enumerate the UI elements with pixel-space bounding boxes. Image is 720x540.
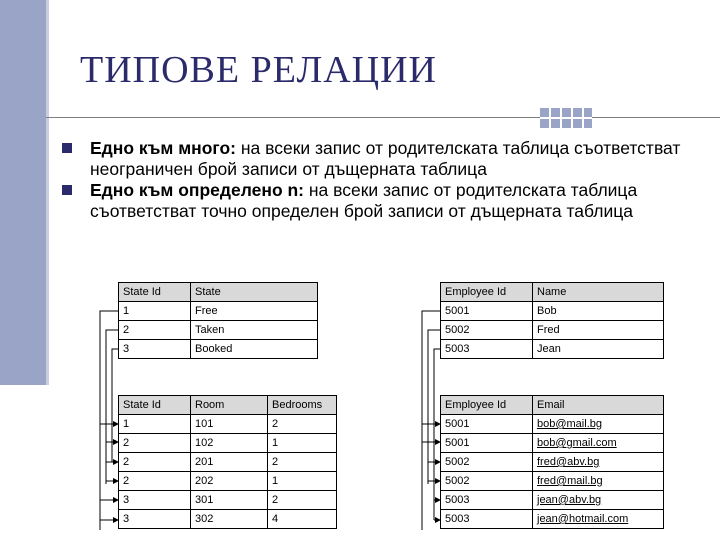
table-cell: 5001: [441, 434, 533, 453]
connector-state-1: [100, 311, 118, 530]
table-cell: 102: [191, 434, 268, 453]
table-cell: 5002: [441, 472, 533, 491]
column-header: Name: [533, 283, 664, 302]
table-cell: Booked: [191, 340, 318, 359]
bullet-term: Едно към определено n:: [90, 180, 305, 200]
table-cell: 2: [119, 434, 191, 453]
table-cell: 2: [119, 472, 191, 491]
table-cell: 1: [119, 415, 191, 434]
table-cell: 5002: [441, 453, 533, 472]
table-cell: 2: [268, 415, 337, 434]
table-cell: Taken: [191, 321, 318, 340]
table-cell: 4: [268, 510, 337, 529]
column-header: State Id: [119, 396, 191, 415]
table-cell: 5001: [441, 302, 533, 321]
email-link[interactable]: jean@hotmail.com: [533, 510, 664, 529]
connector-employee-1: [422, 311, 440, 530]
table-cell: Bob: [533, 302, 664, 321]
table-cell: 5003: [441, 510, 533, 529]
table-cell: 202: [191, 472, 268, 491]
connector-state-3: [112, 349, 118, 462]
table-cell: 5003: [441, 491, 533, 510]
table-cell: 302: [191, 510, 268, 529]
table-cell: 2: [119, 453, 191, 472]
email-link[interactable]: fred@abv.bg: [533, 453, 664, 472]
table-cell: Jean: [533, 340, 664, 359]
table-cell: 2: [268, 491, 337, 510]
table-cell: 1: [119, 302, 191, 321]
table-cell: 3: [119, 340, 191, 359]
column-header: Employee Id: [441, 396, 533, 415]
bullet-term: Едно към много:: [90, 138, 237, 158]
column-header: Bedrooms: [268, 396, 337, 415]
email-link[interactable]: jean@abv.bg: [533, 491, 664, 510]
bullet-text: на всеки запис от родителската таблица съответстват точно определен брой записи от дъщерната таблица: [90, 180, 638, 221]
table-cell: 5003: [441, 340, 533, 359]
table-cell: 2: [268, 453, 337, 472]
bullet-text: на всеки запис от родителската таблица съответстват неограничен брой записи от дъщерната таблица: [90, 138, 681, 179]
column-header: State: [191, 283, 318, 302]
connector-employee-3: [434, 349, 440, 520]
table-cell: Free: [191, 302, 318, 321]
table-cell: 101: [191, 415, 268, 434]
table-cell: 3: [119, 510, 191, 529]
column-header: State Id: [119, 283, 191, 302]
table-cell: 5002: [441, 321, 533, 340]
email-link[interactable]: bob@mail.bg: [533, 415, 664, 434]
email-link[interactable]: bob@gmail.com: [533, 434, 664, 453]
table-cell: 201: [191, 453, 268, 472]
table-cell: 301: [191, 491, 268, 510]
table-cell: 2: [119, 321, 191, 340]
column-header: Email: [533, 396, 664, 415]
table-cell: 3: [119, 491, 191, 510]
table-cell: 5001: [441, 415, 533, 434]
column-header: Employee Id: [441, 283, 533, 302]
table-cell: Fred: [533, 321, 664, 340]
slide-title: ТИПОВЕ РЕЛАЦИИ: [80, 49, 437, 91]
table-cell: 1: [268, 434, 337, 453]
table-cell: 1: [268, 472, 337, 491]
email-link[interactable]: fred@mail.bg: [533, 472, 664, 491]
column-header: Room: [191, 396, 268, 415]
